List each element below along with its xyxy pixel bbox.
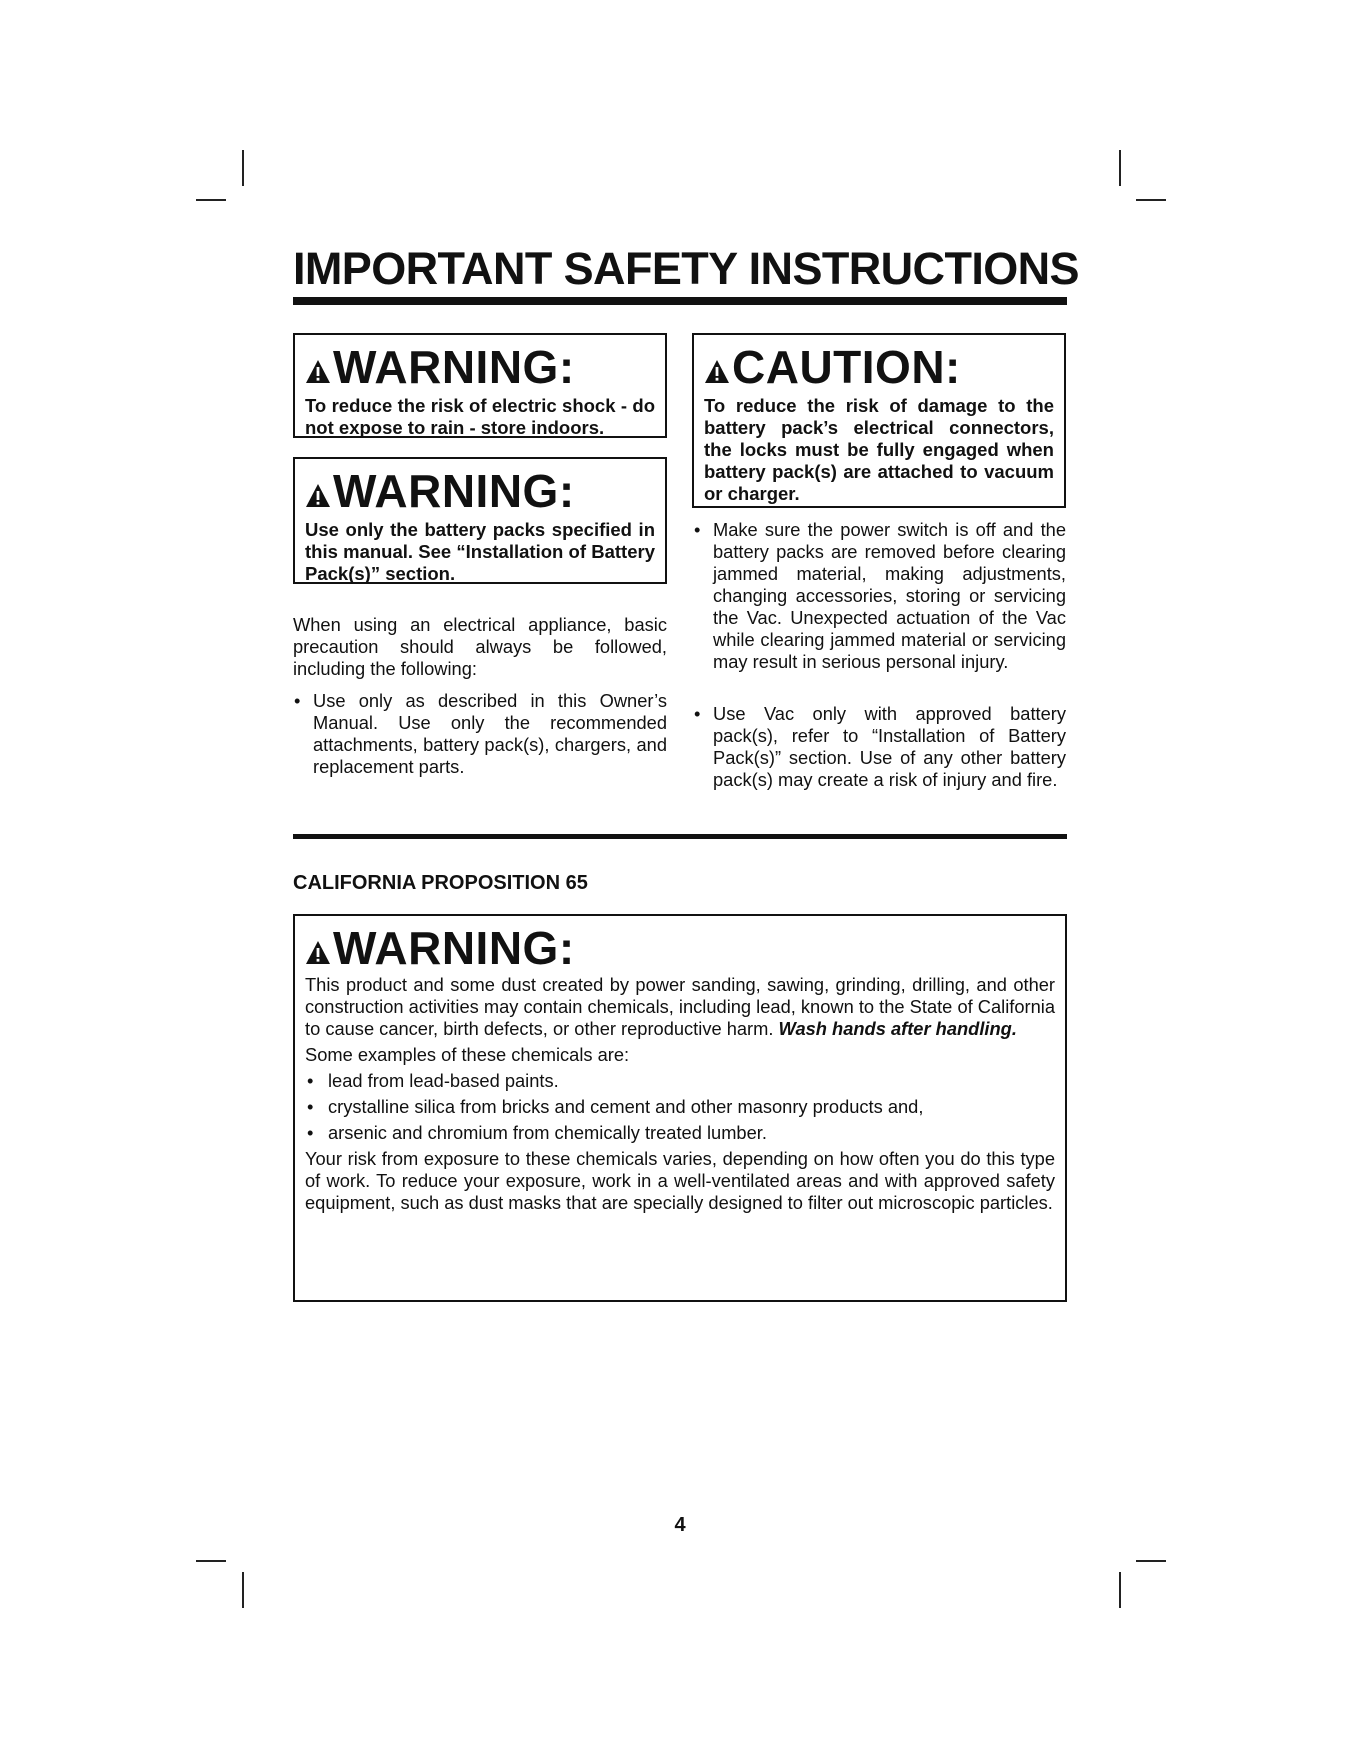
warning-triangle-icon: [305, 483, 331, 509]
examples-list: [305, 1070, 1055, 1144]
page-title: IMPORTANT SAFETY INSTRUCTIONS: [293, 243, 1079, 294]
crop-mark: [242, 1572, 244, 1608]
warning-heading: [305, 922, 1055, 974]
warning-text: Use only the battery packs specified in this manual. See “Installation of Battery Pack(s)” section.: [305, 519, 655, 584]
caution-heading-text: CAUTION:: [732, 341, 961, 393]
caution-heading: [704, 341, 1054, 393]
warning-triangle-icon: [305, 359, 331, 385]
section-title: CALIFORNIA PROPOSITION 65: [293, 872, 588, 894]
list-item: [305, 1122, 1055, 1144]
list-item: [694, 703, 1066, 791]
prop65-warning-box: [293, 914, 1067, 1302]
warning-triangle-icon: [305, 940, 331, 966]
list-item: [694, 519, 1066, 673]
warning-heading-text: WARNING:: [333, 465, 575, 517]
title-rule: [293, 297, 1067, 305]
list-item: [305, 1070, 1055, 1092]
warning-box-battery-packs: [293, 457, 667, 584]
warning-heading: [305, 465, 655, 517]
warning-text: To reduce the risk of electric shock - do not expose to rain - store indoors.: [305, 395, 655, 438]
prop65-emphasis: Wash hands after handling.: [778, 1018, 1017, 1039]
section-rule: [293, 834, 1067, 839]
bullet-glyph: •: [307, 1096, 314, 1117]
crop-mark: [242, 150, 244, 186]
list-item-text: arsenic and chromium from chemically treated lumber.: [328, 1122, 767, 1143]
examples-intro: Some examples of these chemicals are:: [305, 1044, 630, 1065]
bullet-glyph: •: [694, 703, 701, 724]
crop-mark: [196, 199, 226, 201]
warning-heading-text: WARNING:: [333, 922, 575, 974]
crop-mark: [1136, 1560, 1166, 1562]
bullet-glyph: •: [307, 1122, 314, 1143]
bullet-glyph: •: [307, 1070, 314, 1091]
list-item-text: Use Vac only with approved battery pack(s), refer to “Installation of Battery Pack(s)” section. Use of any other battery pack(s) may create a risk of injury and fire.: [713, 703, 1066, 790]
bullet-glyph: •: [694, 519, 701, 540]
list-item-text: Use only as described in this Owner’s Manual. Use only the recommended attachments, battery pack(s), chargers, and replacement parts.: [313, 690, 667, 777]
prop65-body: [305, 974, 1055, 1214]
prop65-text: This product and some dust created by power sanding, sawing, grinding, drilling, and other construction activities may contain chemicals, including lead, known to the State of California to cause cancer, birth defects, or other reproductive harm.: [305, 974, 1055, 1039]
caution-text: To reduce the risk of damage to the battery pack’s electrical connectors, the locks must be fully engaged when battery pack(s) are attached to vacuum or charger.: [704, 395, 1054, 504]
warning-triangle-icon: [704, 359, 730, 385]
list-item-text: crystalline silica from bricks and cement and other masonry products and,: [328, 1096, 924, 1117]
bullet-glyph: •: [294, 690, 301, 711]
page-number: 4: [674, 1514, 686, 1536]
caution-box-connectors: [692, 333, 1066, 508]
warning-heading-text: WARNING:: [333, 341, 575, 393]
crop-mark: [1136, 199, 1166, 201]
warning-box-electric-shock: [293, 333, 667, 438]
warning-heading: [305, 341, 655, 393]
list-item-text: lead from lead-based paints.: [328, 1070, 559, 1091]
list-item: [305, 1096, 1055, 1118]
crop-mark: [1119, 150, 1121, 186]
intro-paragraph: When using an electrical appliance, basic precaution should always be followed, including the following:: [293, 614, 667, 679]
prop65-paragraph: Your risk from exposure to these chemicals varies, depending on how often you do this type of work. To reduce your exposure, work in a well-ventilated areas and with approved safety equipment, such as dust masks that are specially designed to filter out microscopic particles.: [305, 1148, 1055, 1213]
prop65-paragraph: [305, 974, 1055, 1040]
list-item: [294, 690, 667, 778]
list-item-text: Make sure the power switch is off and the battery packs are removed before clearing jammed material, making adjustments, changing accessories, storing or servicing the Vac. Unexpected actuation of the Vac while clearing jammed material or servicing may result in serious personal injury.: [713, 519, 1066, 672]
crop-mark: [1119, 1572, 1121, 1608]
crop-mark: [196, 1560, 226, 1562]
